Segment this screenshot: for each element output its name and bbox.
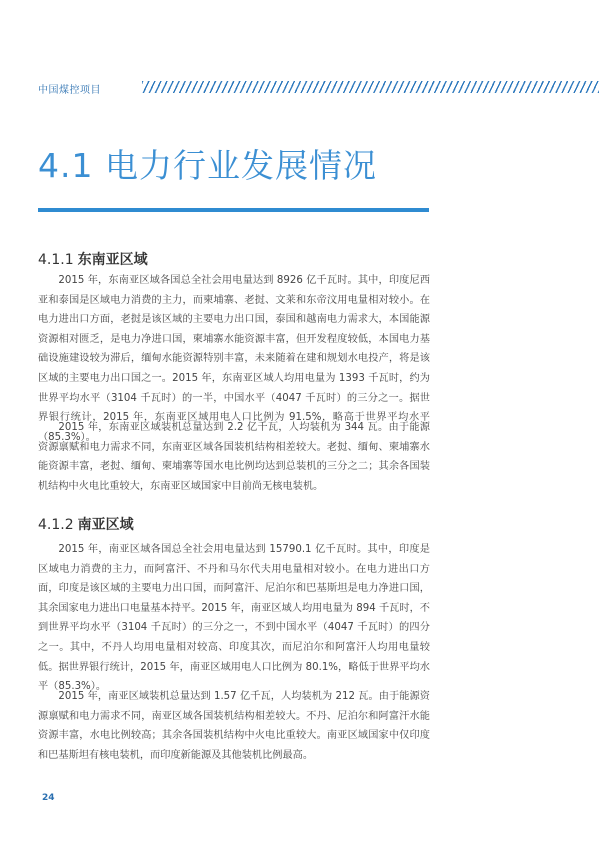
chapter-title-underline <box>38 208 429 212</box>
report-series-title: 中国煤控项目 <box>38 85 101 96</box>
section-title: 南亚区域 <box>77 517 134 533</box>
section-heading-southeast-asia <box>38 249 148 269</box>
chapter-title: 4.1 电力行业发展情况 <box>38 146 377 185</box>
section-number: 4.1.1 <box>38 252 74 268</box>
paragraph-southeast-asia-consumption: 2015 年，东南亚区域各国总全社会用电量达到 8926 亿千瓦时。其中，印度尼西亚和泰国是区域电力消费的主力，而柬埔寨、老挝、文莱和东帝汶用电量相对较小。在电力进出口方面，老挝是该区域的主要电力出口国，泰国和越南电力需求大，本国能源资源相对匮乏，是电力净进口国，柬埔寨水能资源丰富，但开发程度较低，本国电力基础设施建设较为滞后，缅甸水能资源特别丰富，未来随着在建和规划水电投产，将是该区域的主要电力出口国之一。2015 年，东南亚区域人均用电量为 1393 千瓦时，约为世界平均水平（3104 千瓦时）的一半，中国水平（4047 千瓦时）的三分之一。据世界银行统计，2015 年，东南亚区域用电人口比例为 91.5%，略高于世界平均水平（85.3%）。 <box>38 275 430 443</box>
section-heading-south-asia <box>38 514 134 534</box>
paragraph-southeast-asia-capacity: 2015 年，东南亚区域装机总量达到 2.2 亿千瓦，人均装机为 344 瓦。由于能源资源禀赋和电力需求不同，东南亚区域各国装机结构相差较大。老挝、缅甸、柬埔寨水能资源丰富，老挝、缅甸、柬埔寨等国水电比例均达到总装机的三分之二；其余各国装机结构中火电比重较大，东南亚区域国家中目前尚无核电装机。 <box>38 422 430 492</box>
page-number: 24 <box>42 793 55 803</box>
section-title: 东南亚区域 <box>77 252 148 268</box>
paragraph-south-asia-consumption: 2015 年，南亚区域各国总全社会用电量达到 15790.1 亿千瓦时。其中，印度是区域电力消费的主力，而阿富汗、不丹和马尔代夫用电量相对较小。在电力进出口方面，印度是该区域的主要电力出口国，而阿富汗、尼泊尔和巴基斯坦是电力净进口国，其余国家电力进出口电量基本持平。2015 年，南亚区域人均用电量为 894 千瓦时，不到世界平均水平（3104 千瓦时）的三分之一，不到中国水平（4047 千瓦时）的四分之一。其中，不丹人均用电量相对较高、印度其次，而尼泊尔和阿富汗人均用电量较低。据世界银行统计，2015 年，南亚区域用电人口比例为 80.1%，略低于世界平均水平（85.3%）。 <box>38 544 430 693</box>
header-hatch-decoration <box>142 81 599 93</box>
paragraph-south-asia-capacity: 2015 年，南亚区域装机总量达到 1.57 亿千瓦，人均装机为 212 瓦。由于能源资源禀赋和电力需求不同，南亚区域各国装机结构相差较大。不丹、尼泊尔和阿富汗水能资源丰富，水电比例较高；其余各国装机结构中火电比重较大。南亚区域国家中仅印度和巴基斯坦有核电装机，而印度新能源及其他装机比例最高。 <box>38 691 430 761</box>
section-number: 4.1.2 <box>38 517 74 533</box>
page-header <box>38 80 568 96</box>
